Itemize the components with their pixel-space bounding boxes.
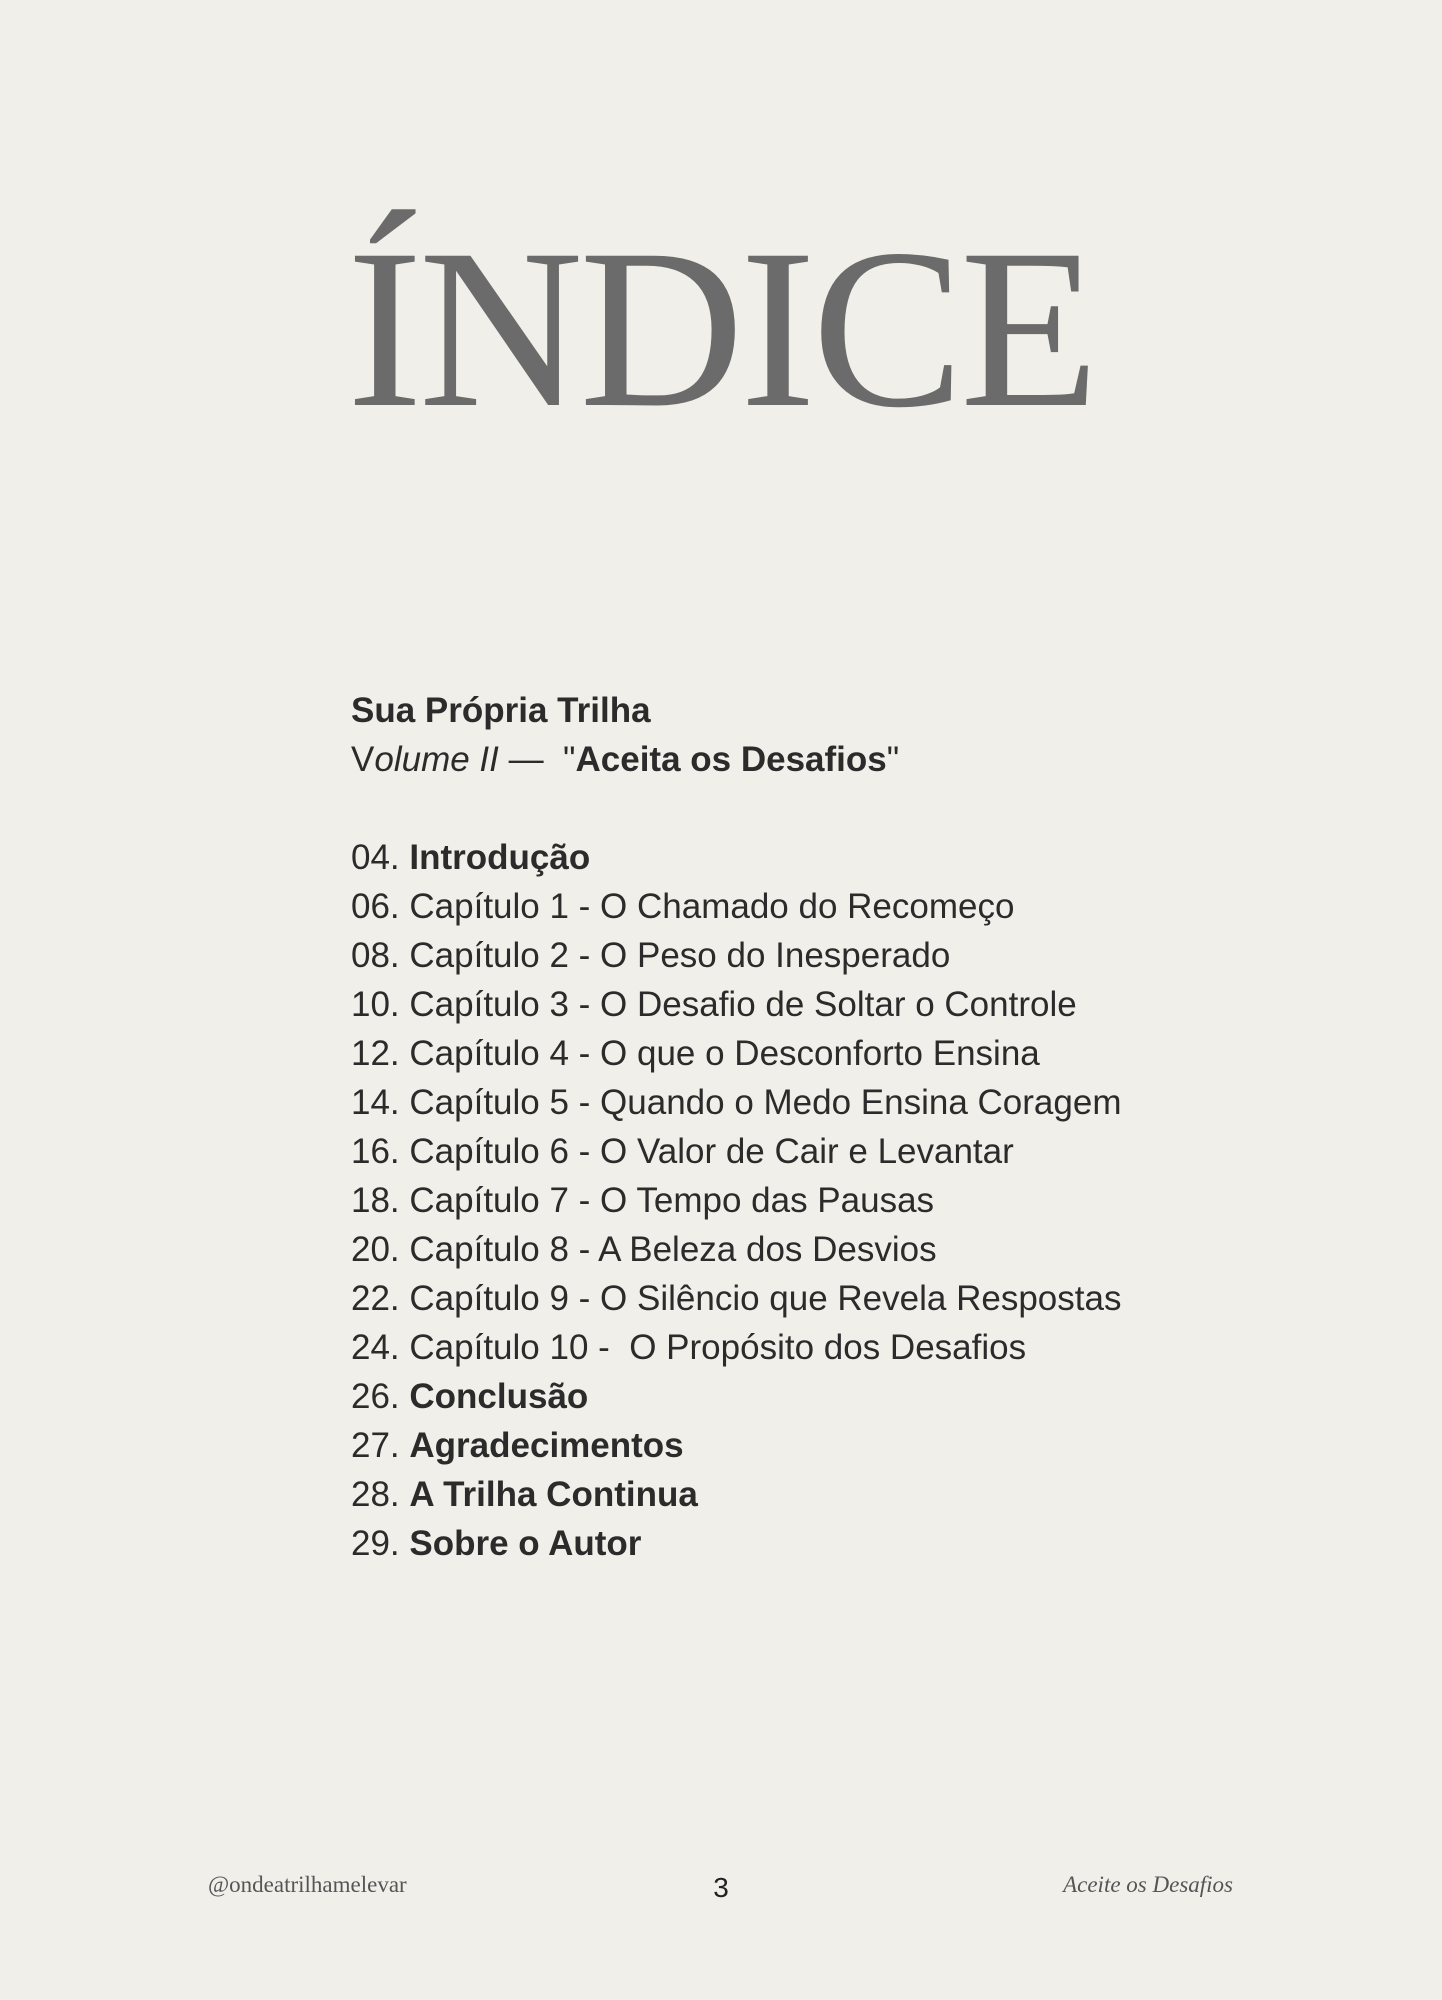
- page-title: ÍNDICE: [346, 203, 1096, 455]
- toc-title: Sobre o Autor: [409, 1524, 642, 1563]
- toc-item: [351, 1176, 1251, 1225]
- footer-book-name: Aceite os Desafios: [1063, 1872, 1233, 1897]
- toc-number: 26.: [351, 1377, 400, 1416]
- toc-item: [351, 833, 1251, 882]
- toc-title: Capítulo 10 - O Propósito dos Desafios: [409, 1328, 1027, 1367]
- toc-number: 04.: [351, 838, 400, 877]
- toc-title: Capítulo 6 - O Valor de Cair e Levantar: [409, 1132, 1014, 1171]
- toc-list: [351, 833, 1251, 1568]
- toc-item: [351, 1029, 1251, 1078]
- toc-number: 28.: [351, 1475, 400, 1514]
- footer-handle: @ondeatrilhamelevar: [208, 1872, 407, 1897]
- toc-item: [351, 1470, 1251, 1519]
- toc-number: 06.: [351, 887, 400, 926]
- toc-title: A Trilha Continua: [409, 1475, 698, 1514]
- toc-item: [351, 1127, 1251, 1176]
- toc-item: [351, 1274, 1251, 1323]
- volume-line: [351, 735, 1251, 784]
- toc-title: Capítulo 2 - O Peso do Inesperado: [409, 936, 951, 975]
- toc-number: 24.: [351, 1328, 400, 1367]
- toc-number: 27.: [351, 1426, 400, 1465]
- toc-item: [351, 1078, 1251, 1127]
- toc-number: 08.: [351, 936, 400, 975]
- toc-title: Capítulo 3 - O Desafio de Soltar o Controle: [409, 985, 1077, 1024]
- toc-number: 29.: [351, 1524, 400, 1563]
- volume-prefix-plain: V: [351, 740, 375, 779]
- toc-title: Capítulo 5 - Quando o Medo Ensina Coragem: [409, 1083, 1122, 1122]
- toc-number: 16.: [351, 1132, 400, 1171]
- toc-item: [351, 1323, 1251, 1372]
- toc-number: 18.: [351, 1181, 400, 1220]
- toc-title: Conclusão: [409, 1377, 589, 1416]
- toc-item: [351, 1421, 1251, 1470]
- toc-number: 22.: [351, 1279, 400, 1318]
- volume-prefix-italic: olume II: [374, 740, 509, 779]
- toc-title: Capítulo 7 - O Tempo das Pausas: [409, 1181, 935, 1220]
- toc-number: 10.: [351, 985, 400, 1024]
- toc-title: Capítulo 8 - A Beleza dos Desvios: [409, 1230, 937, 1269]
- book-title: Sua Própria Trilha: [351, 691, 651, 730]
- volume-dash: —: [508, 740, 554, 779]
- toc-number: 12.: [351, 1034, 400, 1073]
- toc-title: Introdução: [409, 838, 591, 877]
- toc-title: Capítulo 4 - O que o Desconforto Ensina: [409, 1034, 1040, 1073]
- volume-quote-close: ": [886, 740, 900, 779]
- page-number: 3: [713, 1872, 729, 1903]
- toc-item: [351, 1225, 1251, 1274]
- toc-title: Agradecimentos: [409, 1426, 684, 1465]
- toc-number: 20.: [351, 1230, 400, 1269]
- spacer: [351, 784, 1251, 833]
- volume-name: Aceita os Desafios: [575, 740, 887, 779]
- toc-content: [351, 686, 1251, 1568]
- toc-number: 14.: [351, 1083, 400, 1122]
- toc-title: Capítulo 9 - O Silêncio que Revela Respostas: [409, 1279, 1122, 1318]
- toc-item: [351, 1372, 1251, 1421]
- toc-item: [351, 980, 1251, 1029]
- toc-item: [351, 882, 1251, 931]
- toc-item: [351, 931, 1251, 980]
- toc-title: Capítulo 1 - O Chamado do Recomeço: [409, 887, 1015, 926]
- toc-item: [351, 1519, 1251, 1568]
- volume-quote-open: ": [553, 740, 576, 779]
